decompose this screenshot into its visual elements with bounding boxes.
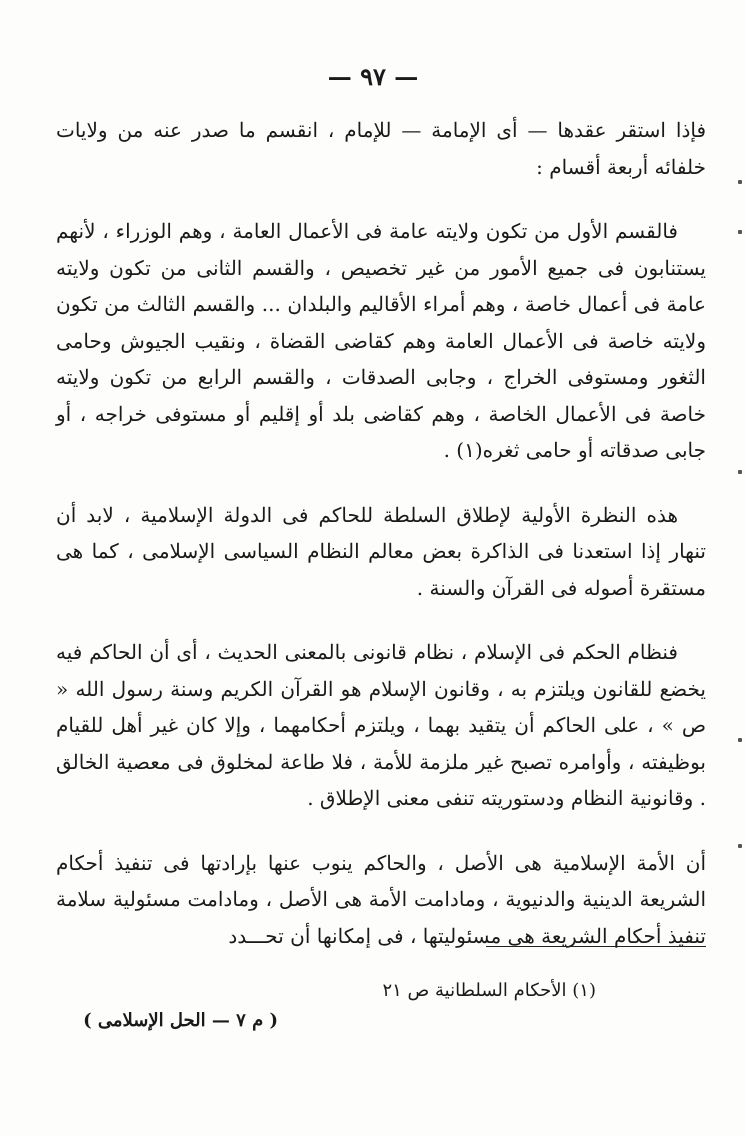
margin-speck [738,230,742,234]
footnote: (١) الأحكام السلطانية ص ٢١ [382,980,596,1001]
paragraph-3: هذه النظرة الأولية لإطلاق السلطة للحاكم فى الدولة الإسلامية ، لابد أن تنهار إذا استعدنا فى الذاكرة بعض معالم النظام السياسى الإسلامى ، كما هى مستقرة أصوله فى القرآن والسنة . [56,502,706,600]
margin-speck [738,470,742,474]
margin-speck [738,180,742,184]
footnote-divider [486,946,706,947]
paragraph-1: فإذا استقر عقدها — أى الإمامة — للإمام ، انقسم ما صدر عنه من ولايات خلفائه أربعة أقسام : [56,118,706,179]
page-number: — ٩٧ — [327,62,419,91]
paragraph-4: فنظام الحكم فى الإسلام ، نظام قانونى بالمعنى الحديث ، أى أن الحاكم فيه يخضع للقانون ويلتزم به ، وقانون الإسلام هو القرآن الكريم وسنة رسول الله « ص » ، على الحاكم أن يتقيد بهما ، ويلتزم أحكامهما ، وإلا كان غير أهل للقيام بوظيفته ، وأوامره تصبح غير ملزمة للأمة ، فلا طاعة لمخلوق فى معصية الخالق . وقانونية النظام ودستوريته تنفى معنى الإطلاق . [56,640,706,810]
margin-speck [738,844,742,848]
book-signature: ( م ٧ — الحل الإسلامى ) [83,1010,278,1031]
paragraph-5: أن الأمة الإسلامية هى الأصل ، والحاكم ينوب عنها بإرادتها فى تنفيذ أحكام الشريعة الدينية والدنيوية ، ومادامت الأمة هى الأصل ، ومادامت مسئولية سلامة تنفيذ أحكام الشريعة هى مسئوليتها ، فى إمكانها أن تحـــدد [56,850,706,948]
paragraph-2: فالقسم الأول من تكون ولايته عامة فى الأعمال العامة ، وهم الوزراء ، لأنهم يستنابون فى جميع الأمور من غير تخصيص ، والقسم الثانى من تكون ولايته عامة فى أعمال خاصة ، وهم أمراء الأقاليم والبلدان ... والقسم الثالث من تكون ولايته خاصة فى الأعمال العامة وهم كقاضى القضاة ، ونقيب الجيوش وحامى الثغور ومستوفى الخراج ، وجابى الصدقات ، والقسم الرابع من تكون ولايته خاصة فى الأعمال الخاصة ، وهم كقاضى بلد أو إقليم أو مستوفى خراجه ، أو جابى صدقاته أو حامى ثغره(١) . [56,219,706,462]
main-text [56,112,706,982]
margin-speck [738,738,742,742]
